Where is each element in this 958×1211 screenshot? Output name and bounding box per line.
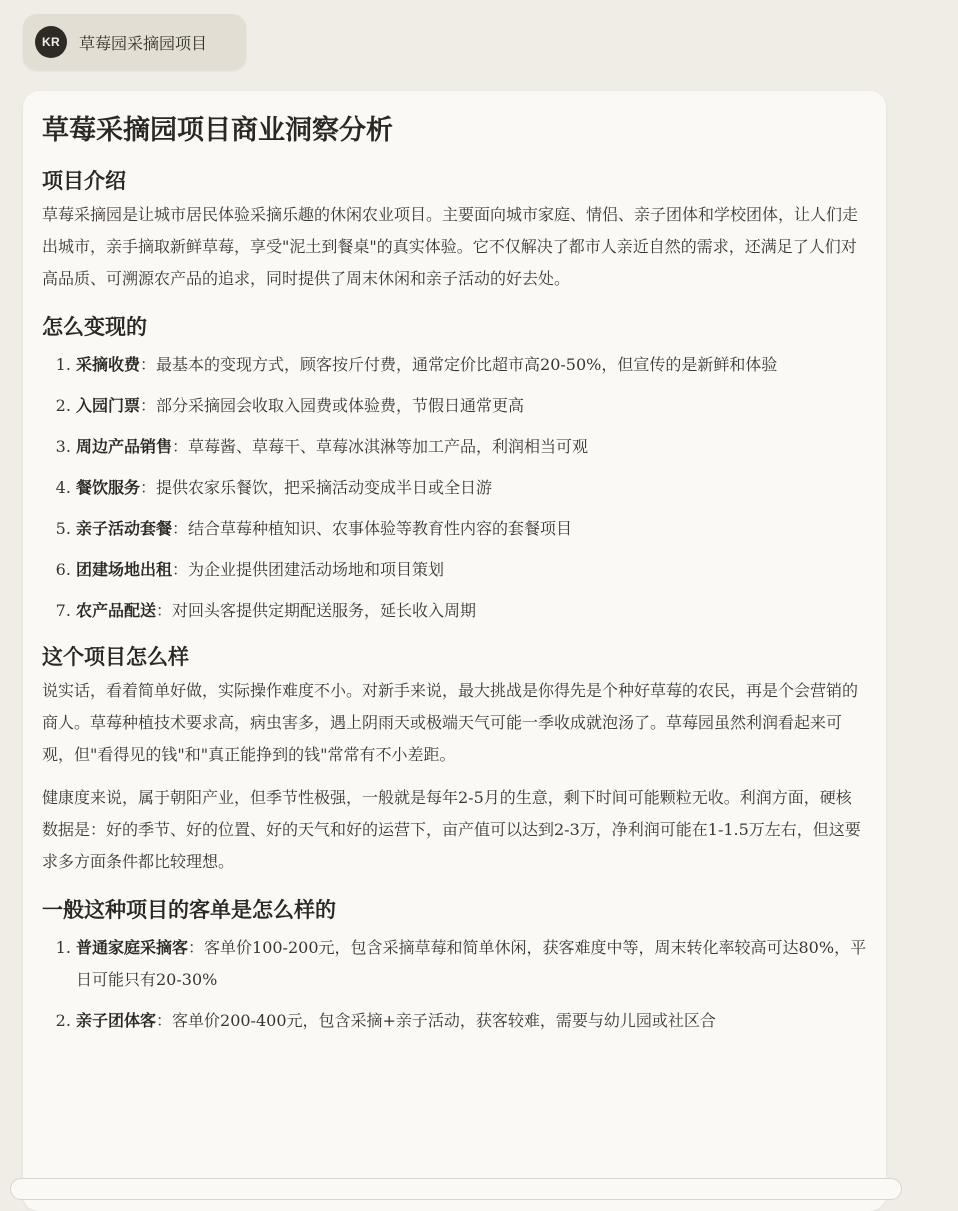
list-item-text: ：部分采摘园会收取入园费或体验费，节假日通常更高: [140, 396, 525, 415]
article-title: 草莓采摘园项目商业洞察分析: [42, 115, 393, 146]
chat-title-chip[interactable]: [23, 14, 246, 70]
intro-paragraph: 草莓采摘园是让城市居民体验采摘乐趣的休闲农业项目。主要面向城市家庭、情侣、亲子团体和学校团体，让人们走出城市，亲手摘取新鲜草莓，享受"泥土到餐桌"的真实体验。它不仅解决了都市人亲近自然的需求，还满足了人们对高品质、可溯源农产品的追求，同时提供了周末休闲和亲子活动的好去处。: [42, 205, 859, 288]
list-item-label: 采摘收费: [76, 355, 141, 374]
list-item-text: ：结合草莓种植知识、农事体验等教育性内容的套餐项目: [172, 519, 573, 538]
list-item-text: ：草莓酱、草莓干、草莓冰淇淋等加工产品，利润相当可观: [172, 437, 589, 456]
chat-title: 草莓园采摘园项目: [79, 33, 208, 53]
monetize-list: [42, 349, 867, 627]
list-item-text: ：最基本的变现方式，顾客按斤付费，通常定价比超市高20-50%，但宣传的是新鲜和体验: [140, 355, 778, 374]
list-item: [76, 932, 867, 996]
evaluation-paragraph-1: 说实话，看着简单好做，实际操作难度不小。对新手来说，最大挑战是你得先是个种好草莓的农民，再是个会营销的商人。草莓种植技术要求高，病虫害多，遇上阴雨天或极端天气可能一季收成就泡汤了。草莓园虽然利润看起来可观，但"看得见的钱"和"真正能挣到的钱"常常有不小差距。: [42, 681, 859, 764]
list-item-text: ：提供农家乐餐饮，把采摘活动变成半日或全日游: [140, 478, 493, 497]
section-heading-intro: 项目介绍: [42, 168, 126, 193]
list-item: [76, 554, 867, 586]
list-item: [76, 595, 867, 627]
list-item-label: 团建场地出租: [76, 560, 173, 579]
list-item: [76, 472, 867, 504]
list-item-label: 普通家庭采摘客: [76, 938, 189, 957]
list-item: [76, 513, 867, 545]
list-item-label: 亲子活动套餐: [76, 519, 173, 538]
section-heading-monetize: 怎么变现的: [42, 314, 147, 339]
list-item-label: 农产品配送: [76, 601, 157, 620]
list-item: [76, 431, 867, 463]
user-avatar: KR: [35, 26, 67, 58]
list-item: [76, 390, 867, 422]
evaluation-paragraph-2: 健康度来说，属于朝阳产业，但季节性极强，一般就是每年2-5月的生意，剩下时间可能颗粒无收。利润方面，硬核数据是：好的季节、好的位置、好的天气和好的运营下，亩产值可以达到2-3万，净利润可能在1-1.5万左右，但这要求多方面条件都比较理想。: [42, 788, 861, 871]
list-item-text: ：客单价200-400元，包含采摘+亲子活动，获客较难，需要与幼儿园或社区合: [156, 1011, 716, 1030]
list-item: [76, 349, 867, 381]
message-input-bar[interactable]: [10, 1178, 902, 1200]
list-item: [76, 1005, 867, 1037]
list-item-label: 入园门票: [76, 396, 141, 415]
clients-list: [42, 932, 867, 1037]
list-item-text: ：客单价100-200元，包含采摘草莓和简单休闲，获客难度中等，周末转化率较高可达80%，平日可能只有20-30%: [76, 938, 867, 989]
response-card: [23, 91, 886, 1211]
list-item-label: 亲子团体客: [76, 1011, 157, 1030]
list-item-label: 周边产品销售: [76, 437, 173, 456]
section-heading-evaluation: 这个项目怎么样: [42, 644, 189, 669]
list-item-label: 餐饮服务: [76, 478, 141, 497]
section-heading-clients: 一般这种项目的客单是怎么样的: [42, 897, 336, 922]
list-item-text: ：对回头客提供定期配送服务，延长收入周期: [156, 601, 477, 620]
list-item-text: ：为企业提供团建活动场地和项目策划: [172, 560, 445, 579]
